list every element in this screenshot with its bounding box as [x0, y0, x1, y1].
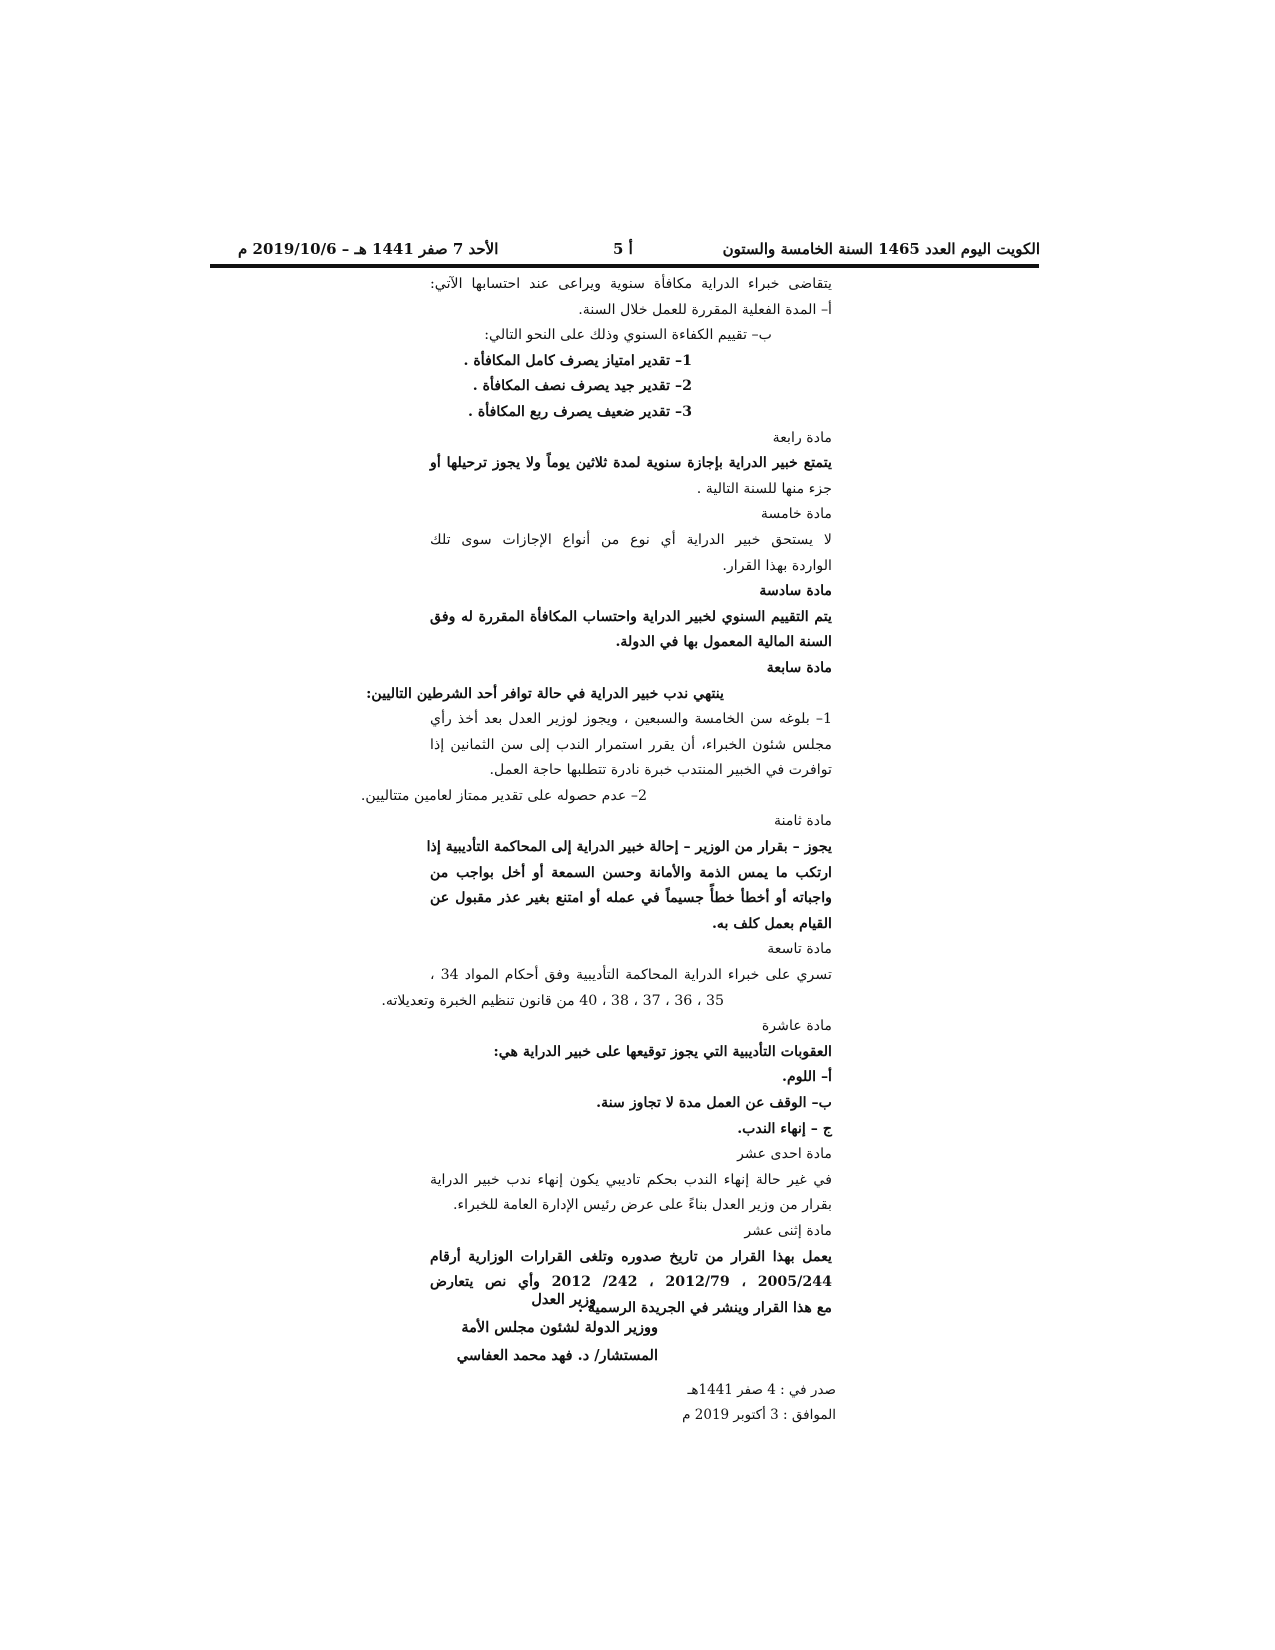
- issue-date-gregorian: الموافق : 3 أكتوبر 2019 م: [682, 1407, 836, 1423]
- decree-body: [360, 272, 832, 1321]
- body-line: لا يستحق خبير الدراية أي نوع من أنواع الإجازات سوى تلك: [430, 531, 832, 548]
- body-line: ب– الوقف عن العمل مدة لا تجاوز سنة.: [596, 1095, 832, 1111]
- article-heading: مادة احدى عشر: [737, 1146, 832, 1163]
- article-heading: مادة سابعة: [766, 659, 832, 676]
- issue-date-block: [660, 1378, 836, 1428]
- article-heading: مادة خامسة: [760, 506, 832, 523]
- article-heading: مادة رابعة: [772, 429, 832, 446]
- body-line: بقرار من وزير العدل بناءً على عرض رئيس الإدارة العامة للخبراء.: [452, 1197, 832, 1214]
- header-rule: [210, 264, 1039, 268]
- body-line: ينتهي ندب خبير الدراية في حالة توافر أحد الشرطين التاليين:: [366, 685, 724, 702]
- body-line: 3– تقدير ضعيف يصرف ربع المكافأة .: [467, 403, 692, 420]
- header-publication: الكويت اليوم العدد 1465 السنة الخامسة والستون: [722, 240, 1040, 258]
- body-line: العقوبات التأديبية التي يجوز توقيعها على خبير الدراية هي:: [493, 1043, 832, 1060]
- article-heading: مادة إثنى عشر: [744, 1222, 832, 1239]
- signature-block: [418, 1286, 658, 1370]
- article-heading: مادة تاسعة: [767, 941, 832, 958]
- body-line: تسري على خبراء الدراية المحاكمة التأديبية وفق أحكام المواد 34 ،: [430, 967, 832, 984]
- signature-title: ووزير الدولة لشئون مجلس الأمة: [461, 1319, 658, 1336]
- body-line: 1– بلوغه سن الخامسة والسبعين ، ويجوز لوزير العدل بعد أخذ رأي: [430, 711, 832, 728]
- body-line: يتقاضى خبراء الدراية مكافأة سنوية ويراعى عند احتسابها الآتي:: [430, 276, 832, 292]
- body-line: واجباته أو أخطأ خطأً جسيماً في عمله أو امتنع بغير عذر مقبول عن: [430, 890, 832, 907]
- body-line: 2– تقدير جيد يصرف نصف المكافأة .: [472, 378, 692, 395]
- body-line: السنة المالية المعمول بها في الدولة.: [615, 634, 832, 651]
- header-page-number: أ 5: [613, 240, 633, 258]
- header-date: الأحد 7 صفر 1441 هـ – 2019/10/6 م: [238, 240, 499, 258]
- body-line: يتم التقييم السنوي لخبير الدراية واحتساب المكافأة المقررة له وفق: [430, 608, 832, 625]
- body-line: يجوز – بقرار من الوزير – إحالة خبير الدراية إلى المحاكمة التأديبية إذا: [426, 839, 832, 856]
- body-line: يتمتع خبير الدراية بإجازة سنوية لمدة ثلاثين يوماً ولا يجوز ترحيلها أو: [430, 455, 832, 472]
- body-line: ج – إنهاء الندب.: [737, 1120, 832, 1137]
- article-heading: مادة سادسة: [759, 583, 832, 600]
- body-line: القيام بعمل كلف به.: [711, 915, 832, 932]
- page-header: [238, 236, 1040, 262]
- body-line: يعمل بهذا القرار من تاريخ صدوره وتلغى القرارات الوزارية أرقام: [430, 1248, 832, 1265]
- signature-name: المستشار/ د. فهد محمد العفاسي: [456, 1347, 658, 1364]
- article-heading: مادة عاشرة: [761, 1018, 832, 1035]
- body-line: جزء منها للسنة التالية .: [696, 480, 832, 497]
- body-line: ارتكب ما يمس الذمة والأمانة وحسن السمعة أو أخل بواجب من: [430, 864, 832, 881]
- body-line: ب– تقييم الكفاءة السنوي وذلك على النحو التالي:: [484, 327, 772, 344]
- body-line: مع هذا القرار وينشر في الجريدة الرسمية .: [578, 1299, 832, 1316]
- body-line: 35 ، 36 ، 37 ، 38 ، 40 من قانون تنظيم الخبرة وتعديلاته.: [381, 992, 724, 1009]
- signature-title: وزير العدل: [531, 1291, 596, 1308]
- body-line: 1– تقدير امتياز يصرف كامل المكافأة .: [463, 352, 692, 369]
- body-line: توافرت في الخبير المنتدب خبرة نادرة تتطلبها حاجة العمل.: [489, 762, 832, 779]
- body-line: 2005/244 ، 2012/79 ، 242/ 2012 وأي نص يتعارض: [430, 1274, 832, 1291]
- body-line: أ– اللوم.: [782, 1069, 832, 1086]
- body-line: أ– المدة الفعلية المقررة للعمل خلال السنة.: [578, 301, 832, 318]
- body-line: في غير حالة إنهاء الندب بحكم تاديبي يكون إنهاء ندب خبير الدراية: [430, 1171, 832, 1188]
- article-heading: مادة ثامنة: [774, 813, 832, 830]
- body-line: مجلس شئون الخبراء، أن يقرر استمرار الندب إلى سن الثمانين إذا: [430, 736, 832, 753]
- body-line: الواردة بهذا القرار.: [722, 557, 832, 574]
- body-line: 2– عدم حصوله على تقدير ممتاز لعامين متتاليين.: [360, 787, 647, 804]
- issue-date-hijri: صدر في : 4 صفر 1441هـ: [687, 1382, 836, 1398]
